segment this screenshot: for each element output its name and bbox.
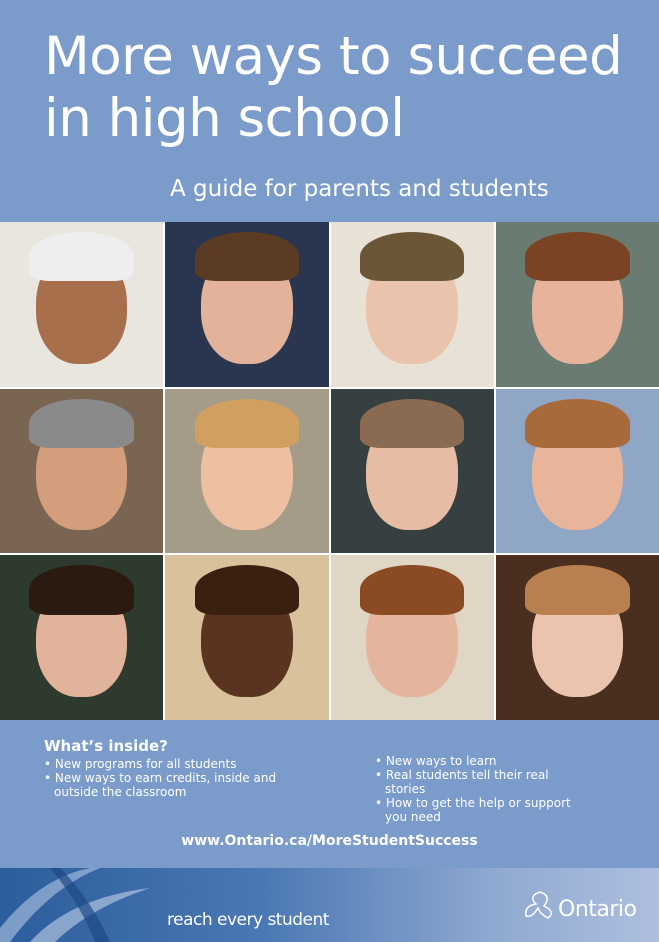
hair [195,232,299,281]
student-photo [165,555,328,720]
hair [360,232,464,281]
hair [360,399,464,448]
student-photo [496,222,659,387]
whats-inside-heading: What’s inside? [44,737,168,755]
student-photo [0,389,163,554]
ontario-logo [522,888,636,922]
cover-title [44,26,622,150]
list-item: • Real students tell their real stories [375,768,585,796]
student-photo [165,222,328,387]
swoosh-graphic-icon [0,868,160,942]
list-item: • New programs for all students [44,757,314,771]
ontario-wordmark: Ontario [558,897,637,922]
student-photo-grid [0,222,659,720]
student-photo [0,222,163,387]
student-photo [0,555,163,720]
hair [29,399,133,448]
list-item: • New ways to earn credits, inside and outside the classroom [44,771,314,799]
hair [29,565,133,614]
student-photo [496,555,659,720]
student-photo [496,389,659,554]
student-photo [331,389,494,554]
whats-inside-section [44,737,314,799]
student-photo [331,555,494,720]
title-line-2: in high school [44,88,405,149]
footer-banner [0,868,659,942]
hair [525,565,629,614]
student-photo [165,389,328,554]
list-item: • How to get the help or support you need [375,796,585,824]
hair [195,399,299,448]
student-photo [331,222,494,387]
cover-subtitle: A guide for parents and students [170,176,549,202]
title-line-1: More ways to succeed [44,26,623,87]
hair [29,232,133,281]
hair [525,232,629,281]
whats-inside-col2 [375,754,585,824]
list-item: • New ways to learn [375,754,585,768]
hair [195,565,299,614]
tagline: reach every student [167,910,329,930]
hair [525,399,629,448]
website-link[interactable]: www.Ontario.ca/MoreStudentSuccess [181,833,478,849]
trillium-icon [522,888,558,922]
hair [360,565,464,614]
